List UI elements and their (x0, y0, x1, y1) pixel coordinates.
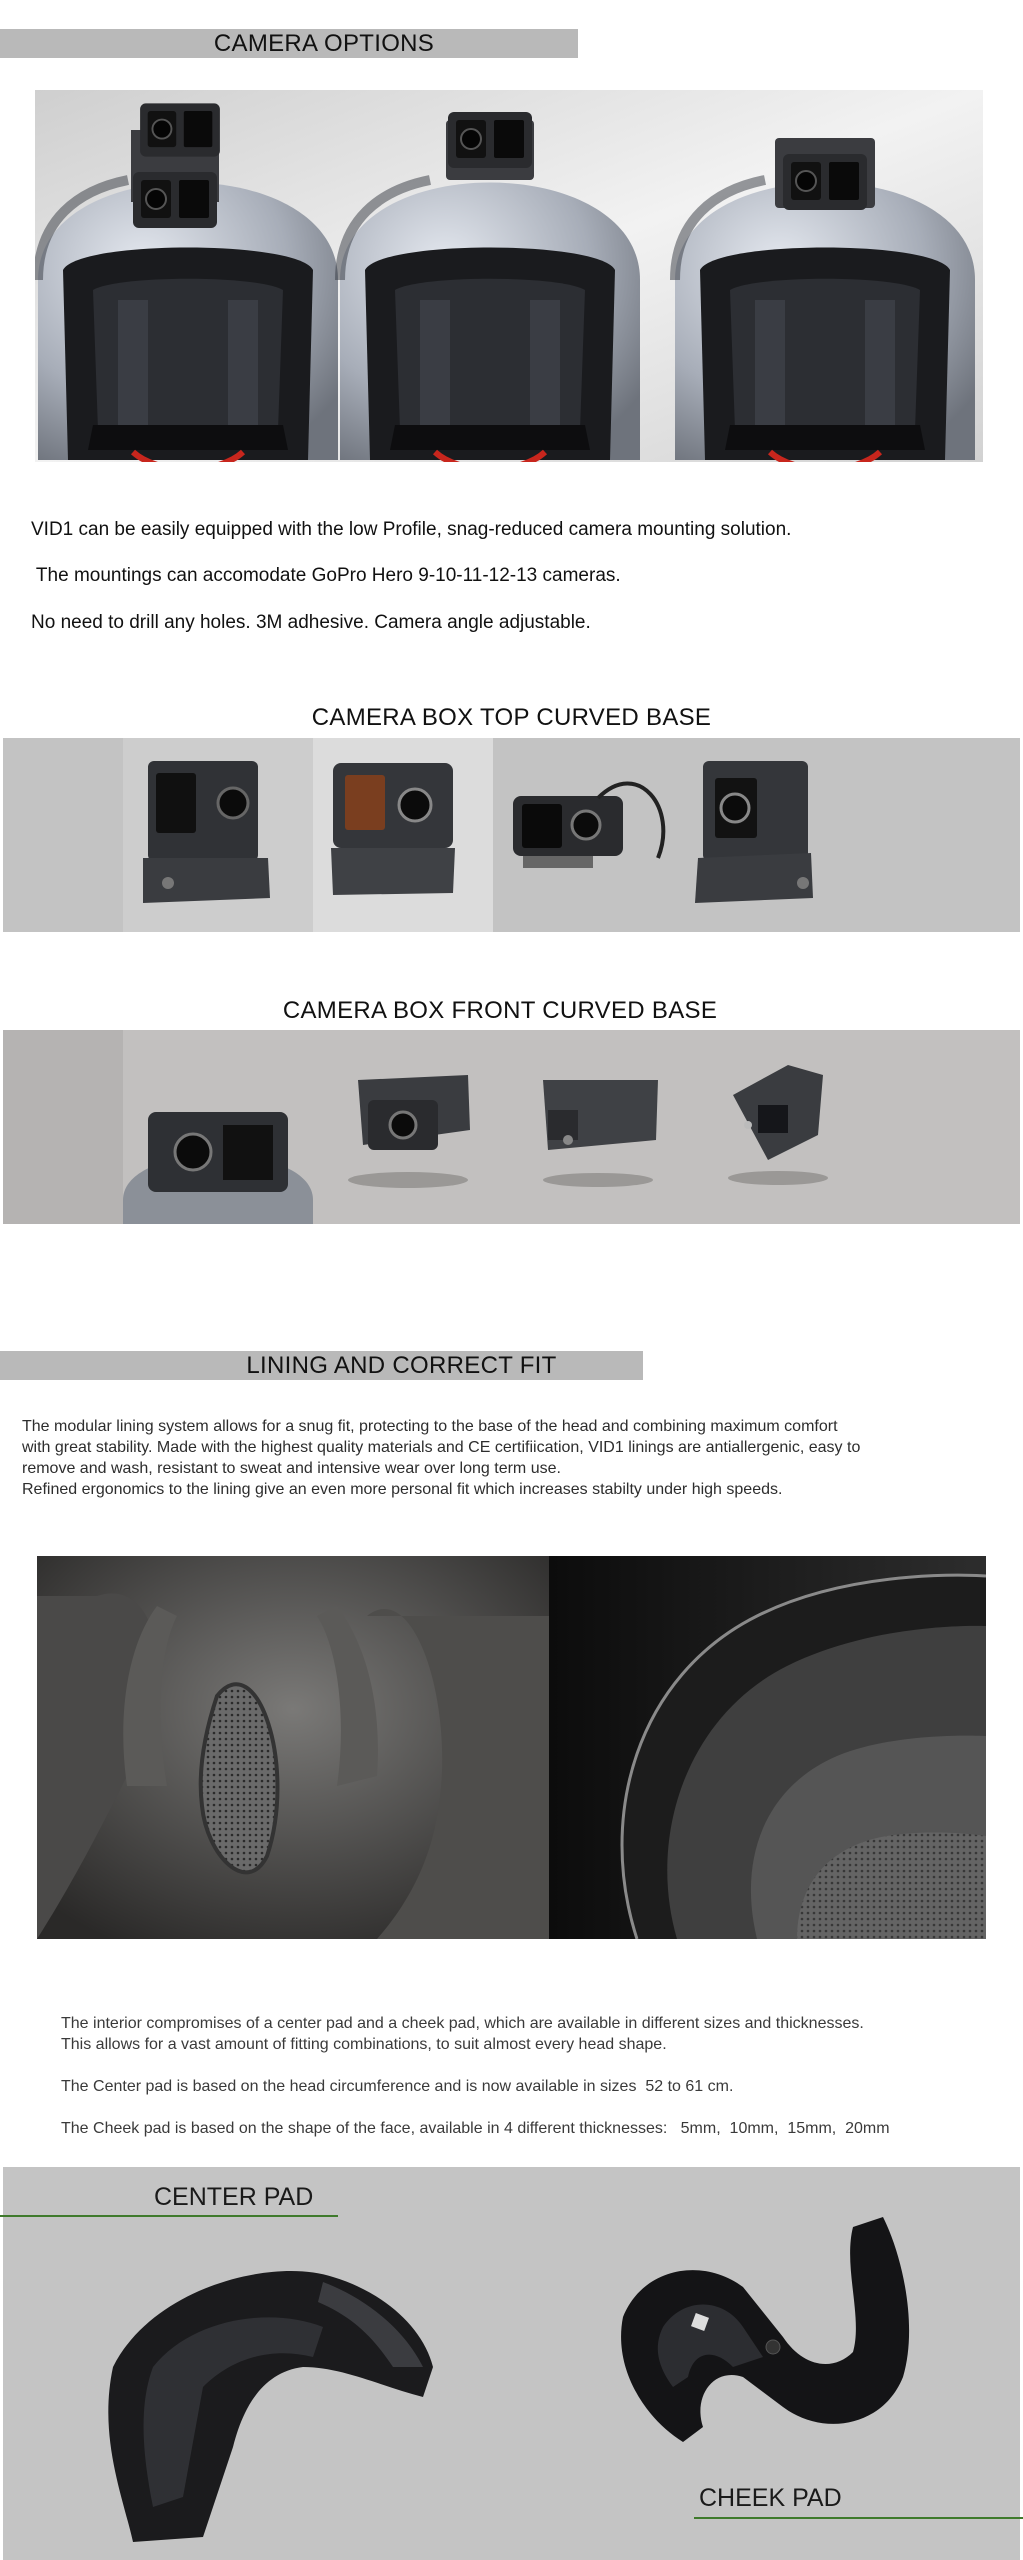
pad-note-2: This allows for a vast amount of fitting combinations, to suit almost every head shape. (61, 2036, 667, 2053)
camera-line-3: No need to drill any holes. 3M adhesive. Camera angle adjustable. (31, 612, 591, 633)
lining-paragraph-line-3: remove and wash, resistant to sweat and intensive wear over long term use. (22, 1460, 561, 1477)
pad-notes (61, 2013, 890, 2139)
center-pad-label: CENTER PAD (154, 2183, 314, 2211)
lining-paragraph (22, 1416, 860, 1500)
front-base-title: CAMERA BOX FRONT CURVED BASE (282, 997, 718, 1024)
pad-note-1: The interior compromises of a center pad and a cheek pad, which are available in different sizes and thicknesses. (61, 2015, 864, 2032)
pad-note-3: The Center pad is based on the head circumference and is now available in sizes 52 to 61 cm. (61, 2078, 734, 2095)
center-pad-underline (0, 2215, 338, 2217)
camera-line-2: The mountings can accomodate GoPro Hero 9-10-11-12-13 cameras. (31, 565, 621, 586)
top-base-product-strip (3, 738, 1020, 932)
cheek-pad-image (621, 2217, 909, 2442)
pad-note-4: The Cheek pad is based on the shape of the face, available in 4 different thicknesses: 5mm, 10mm, 15mm, 20mm (61, 2120, 890, 2137)
helmet-camera-photo (35, 90, 983, 462)
lining-header (0, 1351, 643, 1380)
cheek-pad-underline (694, 2517, 1023, 2519)
camera-line-1: VID1 can be easily equipped with the low Profile, snag-reduced camera mounting solution. (31, 519, 792, 540)
lining-title: LINING AND CORRECT FIT (246, 1351, 557, 1379)
camera-options-title: CAMERA OPTIONS (213, 29, 435, 57)
top-base-title: CAMERA BOX TOP CURVED BASE (311, 704, 712, 731)
lining-photo (37, 1556, 986, 1939)
cheek-pad-label: CHEEK PAD (699, 2484, 842, 2512)
lining-paragraph-line-2: with great stability. Made with the highest quality materials and CE certifiication, VID1 linings are antiallergenic, easy to (22, 1439, 861, 1456)
center-pad-image (108, 2271, 433, 2542)
lining-paragraph-line-1: The modular lining system allows for a snug fit, protecting to the base of the head and combining maximum comfort (22, 1418, 838, 1435)
lining-paragraph-line-4: Refined ergonomics to the lining give an even more personal fit which increases stabilty under high speeds. (22, 1481, 783, 1498)
camera-options-header (0, 29, 578, 58)
front-base-product-strip (3, 1030, 1020, 1224)
pads-panel (3, 2167, 1020, 2560)
